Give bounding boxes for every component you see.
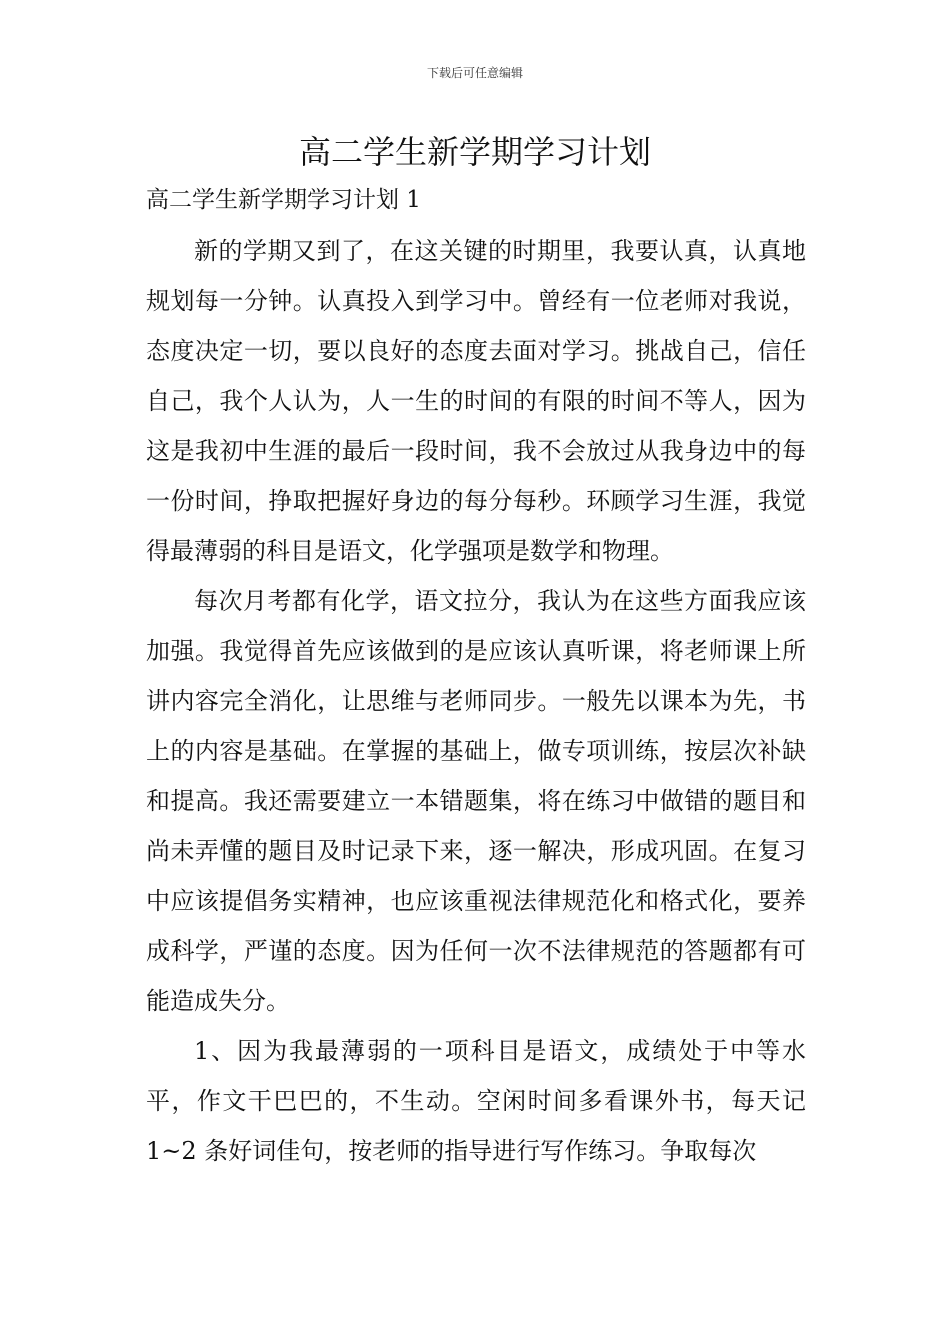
header-note: 下载后可任意编辑 <box>426 66 523 80</box>
section-subtitle: 高二学生新学期学习计划 1 <box>146 187 421 213</box>
paragraph-3: 1、因为我最薄弱的一项科目是语文，成绩处于中等水平，作文干巴巴的，不生动。空闲时间多看课外书，每天记 1~2 条好词佳句，按老师的指导进行写作练习。争取每次 <box>146 1037 806 1165</box>
document-title: 高二学生新学期学习计划 <box>298 133 651 171</box>
paragraph-2: 每次月考都有化学，语文拉分，我认为在这些方面我应该加强。我觉得首先应该做到的是应该认真听课，将老师课上所讲内容完全消化，让思维与老师同步。一般先以课本为先，书上的内容是基础。在掌握的基础上，做专项训练，按层次补缺和提高。我还需要建立一本错题集，将在练习中做错的题目和尚未弄懂的题目及时记录下来，逐一解决，形成巩固。在复习中应该提倡务实精神，也应该重视法律规范化和格式化，要养成科学，严谨的态度。因为任何一次不法律规范的答题都有可能造成失分。 <box>146 587 806 1015</box>
document-body <box>146 178 806 1176</box>
paragraph-1: 新的学期又到了，在这关键的时期里，我要认真，认真地规划每一分钟。认真投入到学习中。曾经有一位老师对我说，态度决定一切，要以良好的态度去面对学习。挑战自己，信任自己，我个人认为，人一生的时间的有限的时间不等人，因为这是我初中生涯的最后一段时间，我不会放过从我身边中的每一份时间，挣取把握好身边的每分每秒。环顾学习生涯，我觉得最薄弱的科目是语文，化学强项是数学和物理。 <box>146 237 806 565</box>
